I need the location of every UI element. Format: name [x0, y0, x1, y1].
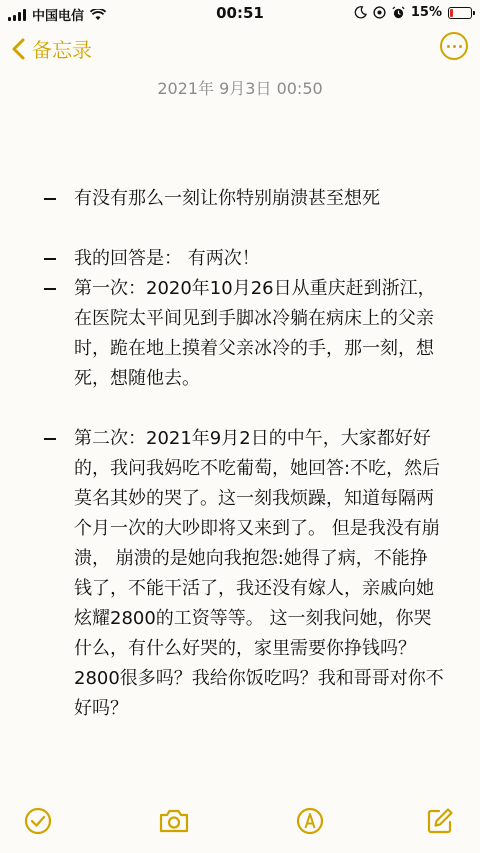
bullet-dash: [44, 258, 56, 260]
bottom-toolbar: [0, 795, 480, 853]
bullet-dash: [44, 288, 56, 290]
blank-line: [0, 214, 480, 244]
list-item: [44, 184, 444, 214]
carrier-name: 中国电信: [32, 9, 85, 24]
location-icon: [373, 6, 386, 19]
note-body[interactable]: [0, 184, 480, 724]
list-item: [44, 424, 444, 724]
alarm-icon: [392, 6, 405, 19]
status-right: [354, 5, 472, 20]
markup-icon[interactable]: [296, 807, 324, 835]
battery-icon: [448, 7, 472, 19]
battery-level: [450, 9, 453, 17]
checklist-icon[interactable]: [24, 807, 52, 835]
note-date: 2021年 9月3日 00:50: [157, 79, 323, 98]
bullet-dash: [44, 438, 56, 440]
status-time: 00:51: [216, 4, 264, 22]
more-dot: [453, 45, 456, 48]
more-dot: [459, 45, 462, 48]
chevron-left-icon: [10, 37, 28, 61]
list-item-text: 有没有那么一刻让你特别崩溃甚至想死: [74, 188, 380, 209]
list-item-text: 第二次：2021年9月2日的中午，大家都好好的，我问我妈吃不吃葡萄，她回答:不吃，然后莫名其妙的哭了。这一刻我烦躁，知道每隔两个月一次的大吵即将又来到了。 但是我没有崩溃， 崩溃的是她向我抱怨:她得了病，不能挣钱了，不能干活了，我还没有嫁人，亲戚向她炫耀2800的工资等等。 这一刻我问她，你哭什么，有什么好哭的，家里需要你挣钱吗？2800很多吗？我给你饭吃吗？我和哥哥对你不好吗？: [74, 428, 444, 719]
list-item: [44, 244, 444, 274]
list-item-text: 第一次：2020年10月26日从重庆赶到浙江，在医院太平间见到手脚冰冷躺在病床上的父亲时，跪在地上摸着父亲冰冷的手，那一刻，想死，想随他去。: [74, 278, 436, 389]
more-options-button[interactable]: [440, 32, 468, 60]
bullet-dash: [44, 198, 56, 200]
list-item: [44, 274, 444, 394]
moon-icon: [354, 6, 367, 19]
status-bar: [0, 0, 480, 26]
compose-icon[interactable]: [426, 807, 454, 835]
blank-line: [0, 394, 480, 424]
camera-icon[interactable]: [158, 807, 190, 835]
battery-percent: 15%: [410, 5, 442, 20]
more-dot: [447, 45, 450, 48]
back-button-label: 备忘录: [32, 38, 92, 62]
nav-bar: [0, 30, 480, 70]
list-item-text: 我的回答是： 有两次！: [74, 248, 260, 269]
back-button[interactable]: [10, 34, 92, 63]
